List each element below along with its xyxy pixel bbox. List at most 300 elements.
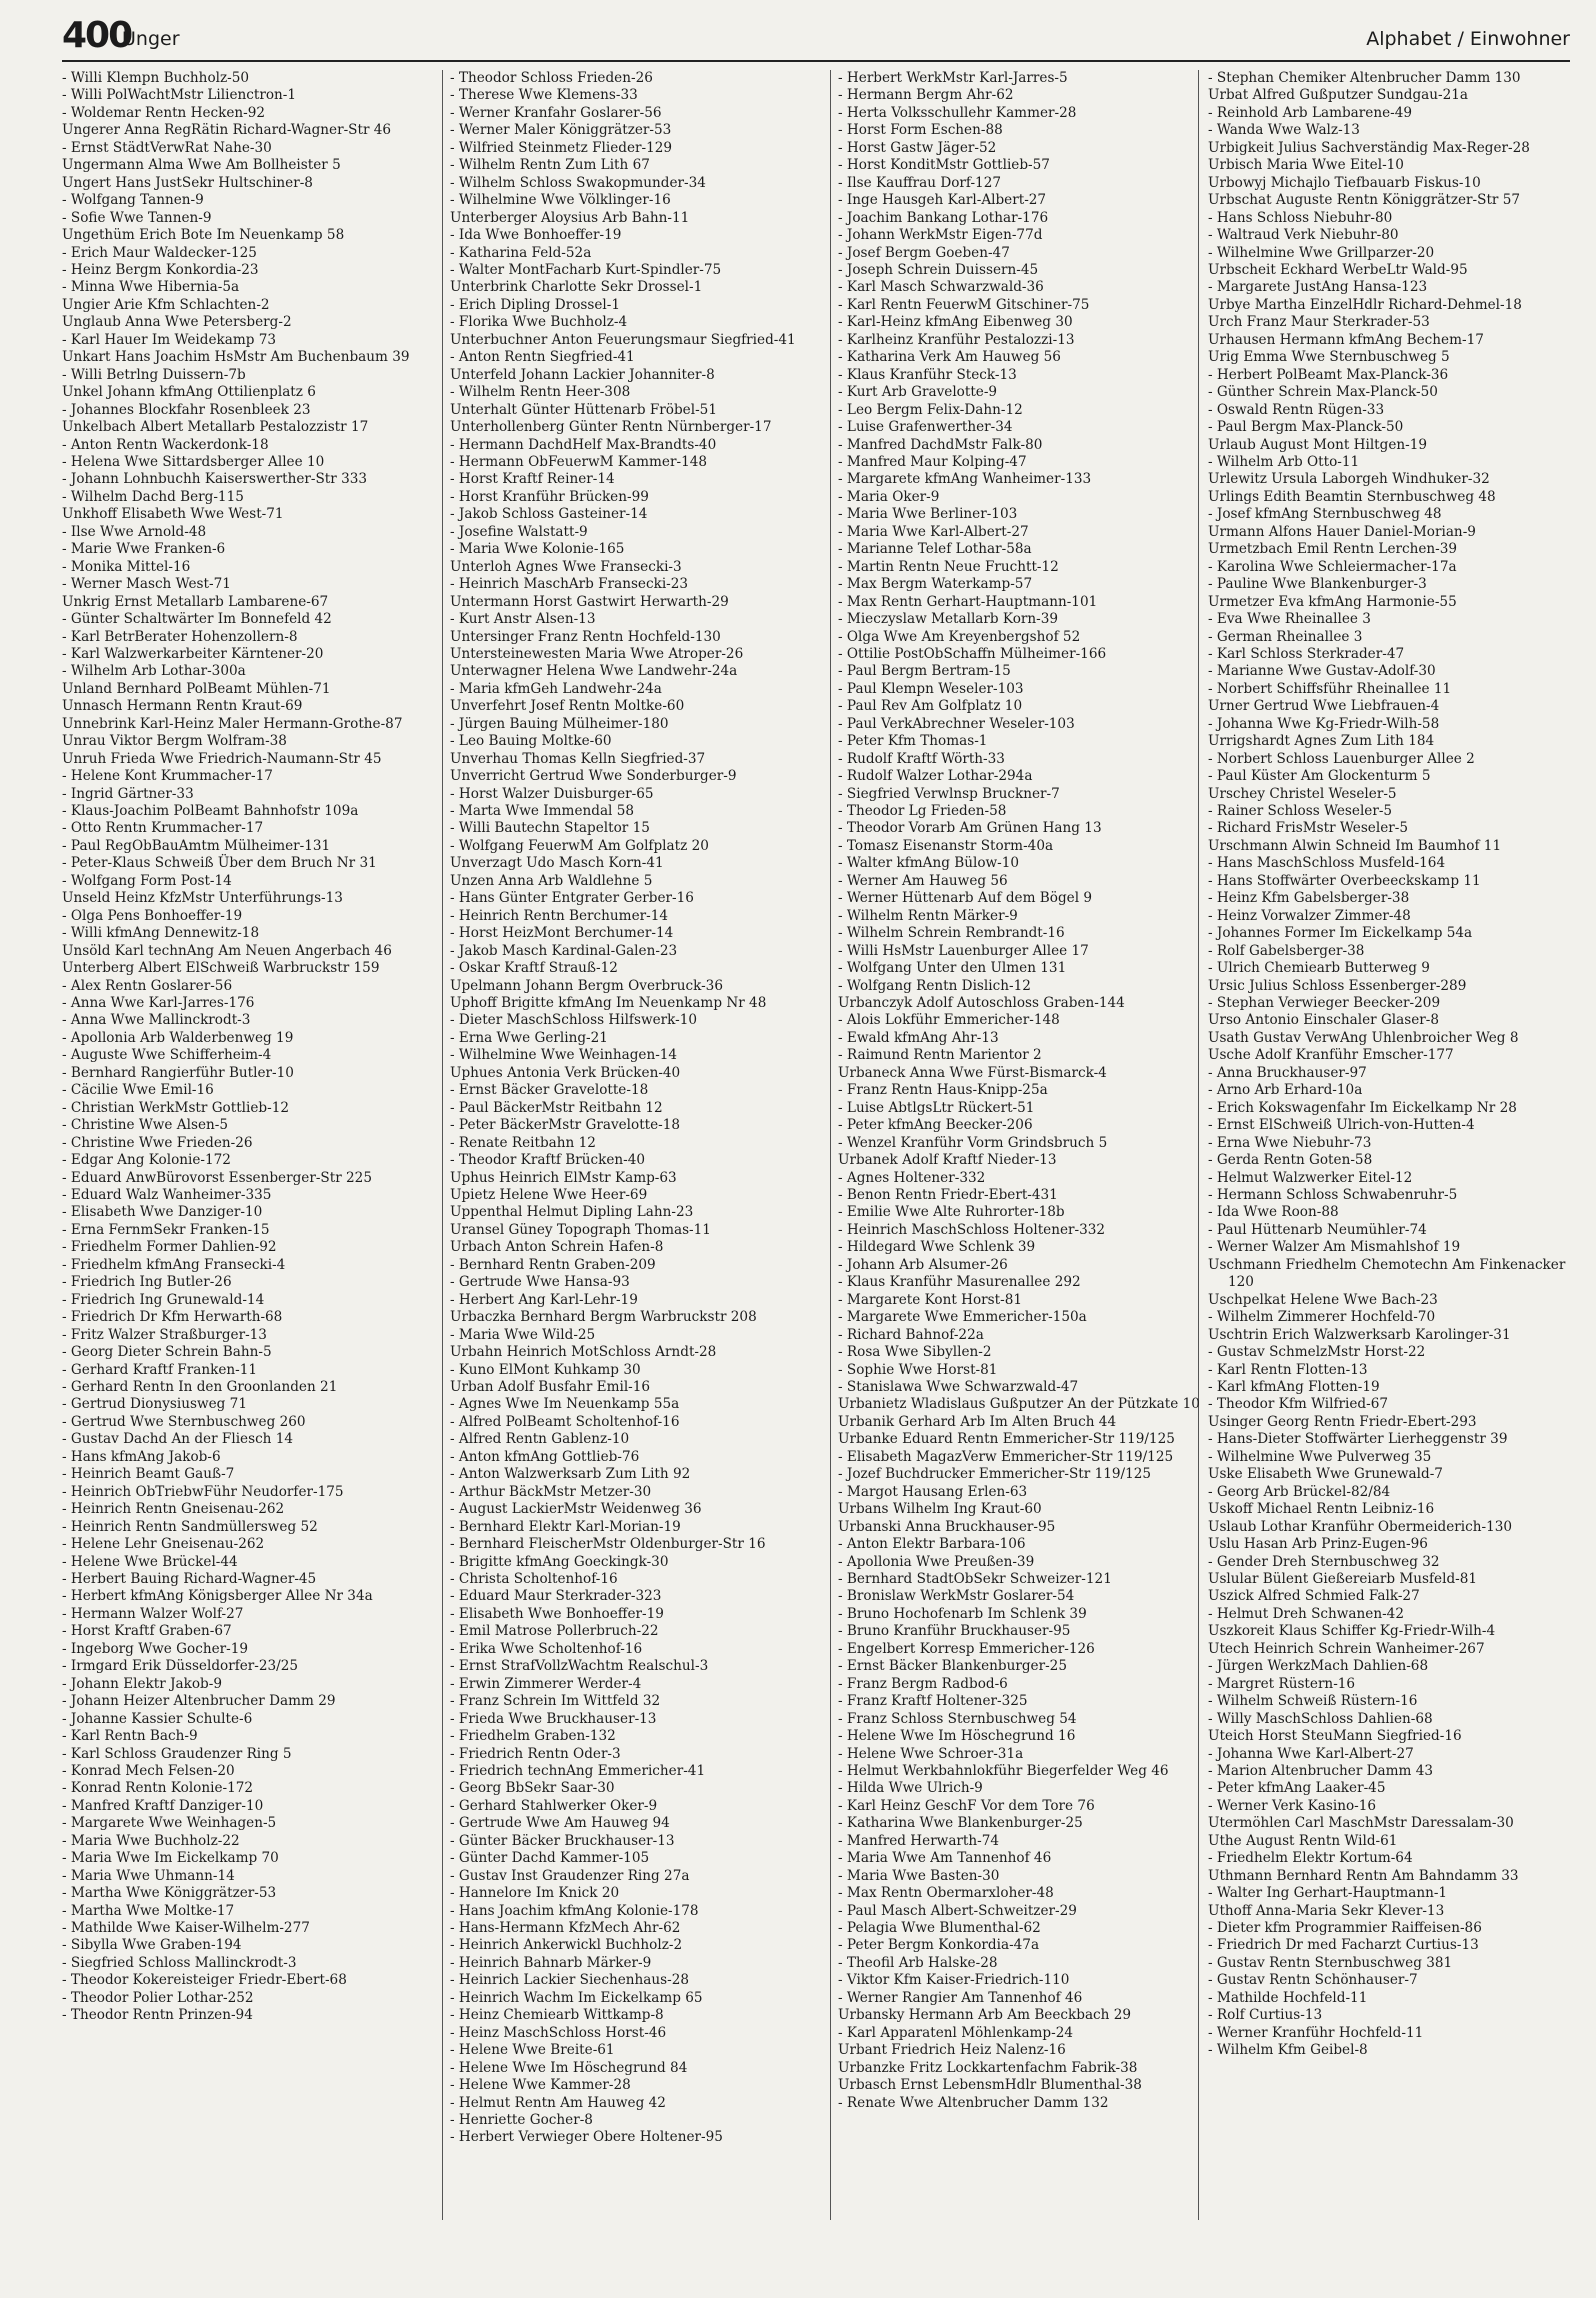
directory-entry: - Margret Rüstern-16 xyxy=(1208,1675,1356,1692)
directory-entry: - Walter Ing Gerhart-Hauptmann-1 xyxy=(1208,1885,1448,1902)
directory-entry: - Woldemar Rentn Hecken-92 xyxy=(62,104,266,121)
directory-entry: Urbanek Adolf Kraftf Nieder-13 xyxy=(838,1152,1057,1169)
directory-entry: Unverricht Gertrud Wwe Sonderburger-9 xyxy=(450,768,737,785)
directory-entry: - Paul Klempn Weseler-103 xyxy=(838,680,1024,697)
directory-entry: Urlewitz Ursula Laborgeh Windhuker-32 xyxy=(1208,471,1490,488)
directory-entry: - Anton Rentn Wackerdonk-18 xyxy=(62,436,269,453)
directory-entry: - Wilhelm Schloss Swakopmunder-34 xyxy=(450,174,706,191)
directory-entry: - Anton kfmAng Gottlieb-76 xyxy=(450,1448,640,1465)
directory-entry: Urner Gertrud Wwe Liebfrauen-4 xyxy=(1208,698,1440,715)
directory-entry: - Maria Wwe Basten-30 xyxy=(838,1867,1000,1884)
directory-entry: - Wolfgang Form Post-14 xyxy=(62,872,232,889)
directory-entry: - Karl Schloss Sterkrader-47 xyxy=(1208,645,1405,662)
directory-entry: - Horst Kranführ Brücken-99 xyxy=(450,488,649,505)
directory-entry: - Helene Wwe Im Höschegrund 16 xyxy=(838,1728,1076,1745)
directory-entry: - Günther Schrein Max-Planck-50 xyxy=(1208,384,1438,401)
directory-entry: - Joachim Bankang Lothar-176 xyxy=(838,209,1049,226)
directory-entry: - Werner Hüttenarb Auf dem Bögel 9 xyxy=(838,890,1093,907)
directory-entry: - Apollonia Arb Walderbenweg 19 xyxy=(62,1029,294,1046)
directory-entry: - Christian WerkMstr Gottlieb-12 xyxy=(62,1099,290,1116)
directory-entry: - Apollonia Wwe Preußen-39 xyxy=(838,1553,1035,1570)
directory-entry: Urbanik Gerhard Arb Im Alten Bruch 44 xyxy=(838,1413,1117,1430)
directory-entry: Ursic Julius Schloss Essenberger-289 xyxy=(1208,977,1467,994)
directory-entry: - Heinz Kfm Gabelsberger-38 xyxy=(1208,890,1410,907)
directory-entry: - Stanislawa Wwe Schwarzwald-47 xyxy=(838,1378,1079,1395)
directory-entry: - Georg BbSekr Saar-30 xyxy=(450,1780,615,1797)
directory-entry: - Dieter kfm Programmier Raiffeisen-86 xyxy=(1208,1920,1482,1937)
directory-entry: - Horst HeizMont Berchumer-14 xyxy=(450,925,674,942)
directory-entry: - Inge Hausgeh Karl-Albert-27 xyxy=(838,192,1047,209)
directory-entry: Urschey Christel Weseler-5 xyxy=(1208,785,1397,802)
directory-entry: - Josefine Walstatt-9 xyxy=(450,523,588,540)
directory-entry: Urbanke Eduard Rentn Emmericher-Str 119/125 xyxy=(838,1431,1175,1448)
directory-entry: Upelmann Johann Bergm Overbruck-36 xyxy=(450,977,723,994)
directory-entry: Urban Adolf Busfahr Emil-16 xyxy=(450,1378,651,1395)
directory-entry: - Karl Rentn Bach-9 xyxy=(62,1728,198,1745)
directory-entry: Usche Adolf Kranführ Emscher-177 xyxy=(1208,1047,1454,1064)
directory-entry: - Ilse Wwe Arnold-48 xyxy=(62,523,207,540)
directory-entry: - Gertrud Wwe Sternbuschweg 260 xyxy=(62,1413,306,1430)
directory-entry: - Gerhard Stahlwerker Oker-9 xyxy=(450,1797,658,1814)
directory-entry: - Heinrich ObTriebwFühr Neudorfer-175 xyxy=(62,1483,344,1500)
directory-entry: - Karl BetrBerater Hohenzollern-8 xyxy=(62,628,298,645)
directory-entry: - Wilhelmine Wwe Pulverweg 35 xyxy=(1208,1448,1432,1465)
directory-entry: Uszick Alfred Schmied Falk-27 xyxy=(1208,1588,1420,1605)
directory-entry: - Leo Bergm Felix-Dahn-12 xyxy=(838,401,1023,418)
directory-entry: - Helene Wwe Brückel-44 xyxy=(62,1553,238,1570)
directory-entry: - Ernst Bäcker Gravelotte-18 xyxy=(450,1082,649,1099)
directory-entry: - Kurt Anstr Alsen-13 xyxy=(450,611,596,628)
directory-entry: - Margot Hausang Erlen-63 xyxy=(838,1483,1028,1500)
directory-entry: - Pelagia Wwe Blumenthal-62 xyxy=(838,1920,1041,1937)
directory-entry: Uschpelkat Helene Wwe Bach-23 xyxy=(1208,1291,1438,1308)
directory-entry: - Hans-Dieter Stoffwärter Lierheggenstr 39 xyxy=(1208,1431,1508,1448)
directory-entry: - Johann Arb Alsumer-26 xyxy=(838,1256,1008,1273)
directory-entry: - Heinrich Rentn Sandmüllersweg 52 xyxy=(62,1518,318,1535)
directory-entry: - Willi kfmAng Dennewitz-18 xyxy=(62,925,260,942)
directory-entry: - Willi Betrlng Duissern-7b xyxy=(62,366,246,383)
directory-entry: - Helene Kont Krummacher-17 xyxy=(62,768,273,785)
directory-entry: - Max Rentn Obermarxloher-48 xyxy=(838,1885,1054,1902)
directory-entry: Utermöhlen Carl MaschMstr Daressalam-30 xyxy=(1208,1815,1514,1832)
directory-entry: - Heinrich Wachm Im Eickelkamp 65 xyxy=(450,1989,703,2006)
directory-entry: - Hilda Wwe Ulrich-9 xyxy=(838,1780,983,1797)
directory-entry: - Hans Schloss Niebuhr-80 xyxy=(1208,209,1393,226)
directory-entry: - Ingeborg Wwe Gocher-19 xyxy=(62,1640,249,1657)
directory-entry: - Manfred DachdMstr Falk-80 xyxy=(838,436,1043,453)
directory-entry: - Bernhard Rentn Graben-209 xyxy=(450,1256,656,1273)
directory-entry: Usath Gustav VerwAng Uhlenbroicher Weg 8 xyxy=(1208,1029,1519,1046)
directory-entry: - Luise Grafenwerther-34 xyxy=(838,419,1013,436)
directory-entry: - Norbert Schloss Lauenburger Allee 2 xyxy=(1208,750,1475,767)
directory-entry: - Pauline Wwe Blankenburger-3 xyxy=(1208,576,1427,593)
directory-entry: Unterbuchner Anton Feuerungsmaur Siegfried-41 xyxy=(450,331,796,348)
directory-entry: - Werner Kranführ Hochfeld-11 xyxy=(1208,2024,1424,2041)
directory-entry: - Agnes Holtener-332 xyxy=(838,1169,986,1186)
directory-entry: - Rainer Schloss Weseler-5 xyxy=(1208,803,1393,820)
directory-entry: - Helmut Rentn Am Hauweg 42 xyxy=(450,2094,666,2111)
directory-entry: - Theodor Schloss Frieden-26 xyxy=(450,70,653,86)
directory-entry: - Karl Hauer Im Weidekamp 73 xyxy=(62,331,277,348)
directory-entry: - Anton Rentn Siegfried-41 xyxy=(450,349,635,366)
directory-entry: Urso Antonio Einschaler Glaser-8 xyxy=(1208,1012,1440,1029)
directory-entry: - Theodor Polier Lothar-252 xyxy=(62,1989,254,2006)
directory-entry: Uransel Güney Topograph Thomas-11 xyxy=(450,1221,711,1238)
directory-entry: - Agnes Wwe Im Neuenkamp 55a xyxy=(450,1396,680,1413)
directory-entry: - Günter Schaltwärter Im Bonnefeld 42 xyxy=(62,611,332,628)
directory-entry: - Heinrich Rentn Gneisenau-262 xyxy=(62,1501,285,1518)
directory-entry: - Günter Bäcker Bruckhauser-13 xyxy=(450,1832,675,1849)
directory-entry: - Günter Dachd Kammer-105 xyxy=(450,1850,650,1867)
directory-entry: - Raimund Rentn Marientor 2 xyxy=(838,1047,1042,1064)
directory-entry: - Wolfgang FeuerwM Am Golfplatz 20 xyxy=(450,837,709,854)
directory-entry: - Maria Oker-9 xyxy=(838,488,940,505)
directory-entry: - Rudolf Kraftf Wörth-33 xyxy=(838,750,1005,767)
directory-entry: - Hermann Bergm Ahr-62 xyxy=(838,87,1014,104)
directory-entry: - Marianne Wwe Gustav-Adolf-30 xyxy=(1208,663,1436,680)
directory-entry: Unzen Anna Arb Waldlehne 5 xyxy=(450,872,653,889)
directory-entry: - Paul Masch Albert-Schweitzer-29 xyxy=(838,1902,1077,1919)
directory-entry: - Oswald Rentn Rügen-33 xyxy=(1208,401,1385,418)
directory-entry: - Hans Joachim kfmAng Kolonie-178 xyxy=(450,1902,699,1919)
directory-entry: - Wilhelm Dachd Berg-115 xyxy=(62,488,244,505)
directory-entry: - Werner Verk Kasino-16 xyxy=(1208,1797,1377,1814)
directory-entry: Urbanski Anna Bruckhauser-95 xyxy=(838,1518,1056,1535)
directory-entry: - Friedrich Ing Butler-26 xyxy=(62,1274,232,1291)
directory-entry: Urlaub August Mont Hiltgen-19 xyxy=(1208,436,1428,453)
directory-columns xyxy=(62,70,1570,2280)
directory-entry: - Friedrich Dr Kfm Herwarth-68 xyxy=(62,1309,283,1326)
directory-entry: Uslular Bülent Gießereiarb Musfeld-81 xyxy=(1208,1570,1478,1587)
directory-entry: Unterfeld Johann Lackier Johanniter-8 xyxy=(450,366,715,383)
directory-entry: - Christine Wwe Alsen-5 xyxy=(62,1117,228,1134)
directory-entry: - Manfred Herwarth-74 xyxy=(838,1832,1000,1849)
directory-entry: Urmann Alfons Hauer Daniel-Morian-9 xyxy=(1208,523,1476,540)
directory-entry: - Wenzel Kranführ Vorm Grindsbruch 5 xyxy=(838,1134,1108,1151)
directory-entry: Urbisch Maria Wwe Eitel-10 xyxy=(1208,157,1404,174)
directory-entry: - Rosa Wwe Sibyllen-2 xyxy=(838,1344,992,1361)
directory-entry: Uphus Heinrich ElMstr Kamp-63 xyxy=(450,1169,677,1186)
directory-entry: - Hans MaschSchloss Musfeld-164 xyxy=(1208,855,1446,872)
directory-entry: - Friedhelm Graben-132 xyxy=(450,1728,616,1745)
directory-entry: - Peter-Klaus Schweiß Über dem Bruch Nr 31 xyxy=(62,855,377,872)
directory-entry: - Alfred Rentn Gablenz-10 xyxy=(450,1431,630,1448)
column-divider xyxy=(442,70,443,2220)
directory-entry: - Heinrich Rentn Berchumer-14 xyxy=(450,907,669,924)
directory-entry: - Helene Wwe Kammer-28 xyxy=(450,2077,631,2094)
directory-entry: - Sophie Wwe Horst-81 xyxy=(838,1361,998,1378)
directory-entry: - Helena Wwe Sittardsberger Allee 10 xyxy=(62,453,325,470)
directory-entry: - Heinz Chemiearb Wittkamp-8 xyxy=(450,2007,664,2024)
directory-entry: Urbaczka Bernhard Bergm Warbruckstr 208 xyxy=(450,1309,757,1326)
directory-entry: - Brigitte kfmAng Goeckingk-30 xyxy=(450,1553,669,1570)
directory-entry: - Johann Lohnbuchh Kaiserswerther-Str 333 xyxy=(62,471,368,488)
directory-entry: - Theodor Kraftf Brücken-40 xyxy=(450,1152,646,1169)
directory-entry: - Wilhelm Arb Lothar-300a xyxy=(62,663,246,680)
directory-column-1 xyxy=(62,70,426,2025)
directory-entry: Urch Franz Maur Sterkrader-53 xyxy=(1208,314,1430,331)
directory-entry: - Wilhelmine Wwe Weinhagen-14 xyxy=(450,1047,678,1064)
directory-entry: - Josef Bergm Goeben-47 xyxy=(838,244,1010,261)
directory-entry: Usinger Georg Rentn Friedr-Ebert-293 xyxy=(1208,1413,1477,1430)
directory-entry: - Maria Wwe Kolonie-165 xyxy=(450,541,625,558)
directory-entry: - August LackierMstr Weidenweg 36 xyxy=(450,1501,702,1518)
directory-entry: - Peter BäckerMstr Gravelotte-18 xyxy=(450,1117,681,1134)
directory-entry: - Heinrich MaschArb Fransecki-23 xyxy=(450,576,689,593)
directory-entry: - Maria Wwe Karl-Albert-27 xyxy=(838,523,1029,540)
directory-entry: - Monika Mittel-16 xyxy=(62,558,191,575)
directory-entry: - Christa Scholtenhof-16 xyxy=(450,1570,618,1587)
directory-entry: Ungethüm Erich Bote Im Neuenkamp 58 xyxy=(62,227,345,244)
directory-entry: - Ernst Bäcker Blankenburger-25 xyxy=(838,1658,1067,1675)
directory-entry: Uphues Antonia Verk Brücken-40 xyxy=(450,1064,681,1081)
page-header xyxy=(62,14,1570,62)
directory-entry: - Richard FrisMstr Weseler-5 xyxy=(1208,820,1408,837)
directory-entry: Uthe August Rentn Wild-61 xyxy=(1208,1832,1398,1849)
directory-entry: - Herbert Verwieger Obere Holtener-95 xyxy=(450,2129,723,2146)
directory-entry: - Karolina Wwe Schleiermacher-17a xyxy=(1208,558,1457,575)
directory-entry: - Ida Wwe Bonhoeffer-19 xyxy=(450,227,622,244)
directory-entry: Uslu Hasan Arb Prinz-Eugen-96 xyxy=(1208,1536,1428,1553)
directory-entry: - Paul RegObBauAmtm Mülheimer-131 xyxy=(62,837,331,854)
directory-entry: - Waltraud Verk Niebuhr-80 xyxy=(1208,227,1399,244)
directory-entry: Unnebrink Karl-Heinz Maler Hermann-Grothe-87 xyxy=(62,715,403,732)
directory-entry: - Paul Küster Am Glockenturm 5 xyxy=(1208,768,1431,785)
directory-entry: - Wolfgang Tannen-9 xyxy=(62,192,204,209)
directory-entry: - Jürgen Bauing Mülheimer-180 xyxy=(450,715,669,732)
directory-entry: - Theodor Vorarb Am Grünen Hang 13 xyxy=(838,820,1102,837)
directory-entry: Unruh Frieda Wwe Friedrich-Naumann-Str 45 xyxy=(62,750,382,767)
directory-entry: - Gerda Rentn Goten-58 xyxy=(1208,1152,1373,1169)
directory-entry: - Helene Lehr Gneisenau-262 xyxy=(62,1536,265,1553)
directory-entry: - Werner Rangier Am Tannenhof 46 xyxy=(838,1989,1083,2006)
directory-entry: Unterberg Albert ElSchweiß Warbruckstr 159 xyxy=(62,960,380,977)
directory-entry: Unterberger Aloysius Arb Bahn-11 xyxy=(450,209,690,226)
directory-entry: - Theodor Kokereisteiger Friedr-Ebert-68 xyxy=(62,1972,347,1989)
directory-entry: Uppenthal Helmut Dipling Lahn-23 xyxy=(450,1204,694,1221)
directory-entry: - Johann WerkMstr Eigen-77d xyxy=(838,227,1043,244)
directory-entry: - Emilie Wwe Alte Ruhrorter-18b xyxy=(838,1204,1065,1221)
directory-entry: - Karl Heinz GeschF Vor dem Tore 76 xyxy=(838,1797,1095,1814)
directory-entry: Urbigkeit Julius Sachverständig Max-Reger-28 xyxy=(1208,139,1530,156)
directory-entry: - Bernhard Rangierführ Butler-10 xyxy=(62,1064,294,1081)
directory-entry: - Gustav SchmelzMstr Horst-22 xyxy=(1208,1344,1426,1361)
directory-entry: - Eduard AnwBürovorst Essenberger-Str 225 xyxy=(62,1169,372,1186)
directory-entry: Ungermann Alma Wwe Am Bollheister 5 xyxy=(62,157,341,174)
directory-entry: - Benon Rentn Friedr-Ebert-431 xyxy=(838,1187,1058,1203)
directory-entry: - Edgar Ang Kolonie-172 xyxy=(62,1152,231,1169)
directory-entry: - Hannelore Im Knick 20 xyxy=(450,1885,620,1902)
directory-entry: - Gender Dreh Sternbuschweg 32 xyxy=(1208,1553,1440,1570)
directory-entry: - Jozef Buchdrucker Emmericher-Str 119/125 xyxy=(838,1466,1152,1483)
directory-entry: Urig Emma Wwe Sternbuschweg 5 xyxy=(1208,349,1450,366)
directory-entry: - Wilhelm Rentn Zum Lith 67 xyxy=(450,157,650,174)
directory-entry: - Eduard Maur Sterkrader-323 xyxy=(450,1588,662,1605)
directory-entry: - Gustav Dachd An der Fliesch 14 xyxy=(62,1431,294,1448)
directory-entry: - Heinrich Ankerwickl Buchholz-2 xyxy=(450,1937,683,1954)
directory-entry: - Anna Wwe Karl-Jarres-176 xyxy=(62,995,255,1012)
directory-entry: - Oskar Kraftf Strauß-12 xyxy=(450,960,618,977)
directory-entry: - Erich Maur Waldecker-125 xyxy=(62,244,257,261)
directory-entry: Unterhollenberg Günter Rentn Nürnberger-17 xyxy=(450,419,772,436)
directory-entry: - Manfred Kraftf Danziger-10 xyxy=(62,1797,264,1814)
directory-column-3 xyxy=(838,70,1202,2112)
directory-entry: Urschmann Alwin Schneid Im Baumhof 11 xyxy=(1208,837,1502,854)
directory-entry: - Karl Rentn FeuerwM Gitschiner-75 xyxy=(838,296,1090,313)
directory-entry: - Dieter MaschSchloss Hilfswerk-10 xyxy=(450,1012,698,1029)
directory-entry: - Herbert Bauing Richard-Wagner-45 xyxy=(62,1570,317,1587)
directory-entry: - Renate Reitbahn 12 xyxy=(450,1134,596,1151)
directory-entry: - Mathilde Wwe Kaiser-Wilhelm-277 xyxy=(62,1920,310,1937)
directory-entry: - Wilhelmine Wwe Grillparzer-20 xyxy=(1208,244,1435,261)
directory-entry: Unterwagner Helena Wwe Landwehr-24a xyxy=(450,663,738,680)
directory-entry: - Ernst StädtVerwRat Nahe-30 xyxy=(62,139,272,156)
directory-entry: - Bronislaw WerkMstr Goslarer-54 xyxy=(838,1588,1075,1605)
directory-entry: Urbowyj Michajlo Tiefbauarb Fiskus-10 xyxy=(1208,174,1481,191)
directory-entry: - Heinz MaschSchloss Horst-46 xyxy=(450,2024,667,2041)
directory-entry: Uteich Horst SteuMann Siegfried-16 xyxy=(1208,1728,1462,1745)
directory-entry: - Johann Elektr Jakob-9 xyxy=(62,1675,222,1692)
directory-entry: - Theodor Kfm Wilfried-67 xyxy=(1208,1396,1389,1413)
directory-entry: - Bernhard FleischerMstr Oldenburger-Str 16 xyxy=(450,1536,766,1553)
directory-entry: - Margarete Wwe Emmericher-150a xyxy=(838,1309,1087,1326)
directory-entry: Unterbrink Charlotte Sekr Drossel-1 xyxy=(450,279,703,296)
directory-entry: - Erna FernmSekr Franken-15 xyxy=(62,1221,270,1238)
directory-entry: Unkel Johann kfmAng Ottilienplatz 6 xyxy=(62,384,316,401)
directory-entry: - Maria kfmGeh Landwehr-24a xyxy=(450,680,662,697)
directory-entry: - Gertrude Wwe Hansa-93 xyxy=(450,1274,630,1291)
directory-entry: - Martha Wwe Moltke-17 xyxy=(62,1902,235,1919)
directory-entry: - Marta Wwe Immendal 58 xyxy=(450,803,635,820)
directory-entry: - Theodor Lg Frieden-58 xyxy=(838,803,1007,820)
directory-entry: - Ottilie PostObSchaffn Mülheimer-166 xyxy=(838,645,1107,662)
directory-entry: - Peter kfmAng Beecker-206 xyxy=(838,1117,1033,1134)
directory-entry: - Wilhelm Zimmerer Hochfeld-70 xyxy=(1208,1309,1436,1326)
directory-entry: - Gustav Inst Graudenzer Ring 27a xyxy=(450,1867,690,1884)
directory-entry: - Wilhelm Schrein Rembrandt-16 xyxy=(838,925,1065,942)
page-number: 400 xyxy=(62,15,132,56)
directory-entry: - Helene Wwe Schroer-31a xyxy=(838,1745,1024,1762)
directory-entry: - Gerhard Rentn In den Groonlanden 21 xyxy=(62,1378,338,1395)
directory-entry: - Johannes Blockfahr Rosenbleek 23 xyxy=(62,401,311,418)
directory-column-4 xyxy=(1208,70,1572,2060)
directory-entry: - Ingrid Gärtner-33 xyxy=(62,785,194,802)
directory-entry: - Konrad Mech Felsen-20 xyxy=(62,1762,235,1779)
directory-entry: - Maria Wwe Am Tannenhof 46 xyxy=(838,1850,1052,1867)
directory-entry: - Bernhard StadtObSekr Schweizer-121 xyxy=(838,1570,1112,1587)
directory-entry: - Werner Kranfahr Goslarer-56 xyxy=(450,104,662,121)
directory-column-2 xyxy=(450,70,814,2147)
directory-entry: - Johanne Kassier Schulte-6 xyxy=(62,1710,253,1727)
directory-entry: - Karl Schloss Graudenzer Ring 5 xyxy=(62,1745,292,1762)
directory-entry: - Hans Günter Entgrater Gerber-16 xyxy=(450,890,694,907)
directory-entry: - Karlheinz Kranführ Pestalozzi-13 xyxy=(838,331,1075,348)
directory-entry: - Karl-Heinz kfmAng Eibenweg 30 xyxy=(838,314,1073,331)
directory-entry: - Heinrich Beamt Gauß-7 xyxy=(62,1466,235,1483)
directory-entry: - Horst Gastw Jäger-52 xyxy=(838,139,997,156)
directory-entry: Urbach Anton Schrein Hafen-8 xyxy=(450,1239,664,1256)
directory-entry: Uthmann Bernhard Rentn Am Bahndamm 33 xyxy=(1208,1867,1519,1884)
directory-entry: Unland Bernhard PolBeamt Mühlen-71 xyxy=(62,680,331,697)
directory-entry: Unseld Heinz KfzMstr Unterführungs-13 xyxy=(62,890,343,907)
directory-entry: - Hermann Schloss Schwabenruhr-5 xyxy=(1208,1187,1458,1203)
directory-entry: Urbant Friedrich Heiz Nalenz-16 xyxy=(838,2042,1066,2059)
directory-entry: - Friedrich Ing Grunewald-14 xyxy=(62,1291,265,1308)
directory-entry: - Georg Arb Brückel-82/84 xyxy=(1208,1483,1391,1500)
directory-entry: Uslaub Lothar Kranführ Obermeiderich-130 xyxy=(1208,1518,1513,1535)
directory-entry: - Irmgard Erik Düsseldorfer-23/25 xyxy=(62,1658,299,1675)
directory-entry: - Helmut Werkbahnlokführ Biegerfelder Weg 46 xyxy=(838,1762,1169,1779)
directory-entry: - Erich Kokswagenfahr Im Eickelkamp Nr 28 xyxy=(1208,1099,1517,1116)
directory-entry: - Paul BäckerMstr Reitbahn 12 xyxy=(450,1099,663,1116)
directory-entry: - Katharina Verk Am Hauweg 56 xyxy=(838,349,1061,366)
directory-entry: - Kurt Arb Gravelotte-9 xyxy=(838,384,998,401)
directory-entry: - Margarete kfmAng Wanheimer-133 xyxy=(838,471,1092,488)
directory-entry: - Eduard Walz Wanheimer-335 xyxy=(62,1187,272,1203)
directory-entry: - Helmut Walzwerker Eitel-12 xyxy=(1208,1169,1413,1186)
directory-entry: Unkhoff Elisabeth Wwe West-71 xyxy=(62,506,284,523)
directory-entry: - Alois Lokführ Emmericher-148 xyxy=(838,1012,1060,1029)
directory-entry: - Franz Bergm Radbod-6 xyxy=(838,1675,1008,1692)
directory-entry: - Luise AbtlgsLtr Rückert-51 xyxy=(838,1099,1035,1116)
directory-entry: - Peter Kfm Thomas-1 xyxy=(838,733,988,750)
directory-entry: - Martin Rentn Neue Fruchtt-12 xyxy=(838,558,1059,575)
directory-entry: - Johannes Former Im Eickelkamp 54a xyxy=(1208,925,1473,942)
directory-entry: - Therese Wwe Klemens-33 xyxy=(450,87,638,104)
directory-entry: Uthoff Anna-Maria Sekr Klever-13 xyxy=(1208,1902,1445,1919)
directory-entry: - Hans kfmAng Jakob-6 xyxy=(62,1448,221,1465)
directory-entry: - Richard Bahnof-22a xyxy=(838,1326,984,1343)
directory-entry: - Friedrich Dr med Facharzt Curtius-13 xyxy=(1208,1937,1479,1954)
directory-entry: Untersinger Franz Rentn Hochfeld-130 xyxy=(450,628,721,645)
directory-entry: Urbanietz Wladislaus Gußputzer An der Pützkate 10 xyxy=(838,1396,1200,1413)
directory-entry: Ungier Arie Kfm Schlachten-2 xyxy=(62,296,270,313)
directory-entry: - Hermann DachdHelf Max-Brandts-40 xyxy=(450,436,717,453)
directory-entry: - Gertrude Wwe Am Hauweg 94 xyxy=(450,1815,670,1832)
directory-entry: - Gustav Rentn Sternbuschweg 381 xyxy=(1208,1954,1453,1971)
directory-entry: - Otto Rentn Krummacher-17 xyxy=(62,820,264,837)
directory-entry: - Konrad Rentn Kolonie-172 xyxy=(62,1780,254,1797)
directory-entry: - Ernst ElSchweiß Ulrich-von-Hutten-4 xyxy=(1208,1117,1475,1134)
directory-entry: Urbanzke Fritz Lockkartenfachm Fabrik-38 xyxy=(838,2059,1138,2076)
directory-entry: Urbahn Heinrich MotSchloss Arndt-28 xyxy=(450,1344,717,1361)
directory-entry: - Helene Wwe Breite-61 xyxy=(450,2042,615,2059)
directory-entry: - Walter kfmAng Bülow-10 xyxy=(838,855,1020,872)
directory-entry: Unglaub Anna Wwe Petersberg-2 xyxy=(62,314,292,331)
directory-entry: - Helmut Dreh Schwanen-42 xyxy=(1208,1605,1404,1622)
directory-entry: - Wilhelm Kfm Geibel-8 xyxy=(1208,2042,1368,2059)
directory-entry: Unterloh Agnes Wwe Fransecki-3 xyxy=(450,558,682,575)
directory-entry: - Herbert WerkMstr Karl-Jarres-5 xyxy=(838,70,1068,86)
directory-entry: - Ulrich Chemiearb Butterweg 9 xyxy=(1208,960,1430,977)
directory-entry: - Bruno Kranführ Bruckhauser-95 xyxy=(838,1623,1071,1640)
directory-entry: Upietz Helene Wwe Heer-69 xyxy=(450,1187,648,1203)
directory-entry: - Hermann ObFeuerwM Kammer-148 xyxy=(450,453,708,470)
directory-entry: - Peter kfmAng Laaker-45 xyxy=(1208,1780,1386,1797)
directory-entry: - German Rheinallee 3 xyxy=(1208,628,1363,645)
directory-entry: - Josef kfmAng Sternbuschweg 48 xyxy=(1208,506,1442,523)
directory-entry: Unsöld Karl technAng Am Neuen Angerbach 46 xyxy=(62,942,392,959)
directory-entry: - Jakob Schloss Gasteiner-14 xyxy=(450,506,648,523)
directory-entry: - Olga Wwe Am Kreyenbergshof 52 xyxy=(838,628,1081,645)
directory-entry: Untersteinewesten Maria Wwe Atroper-26 xyxy=(450,645,744,662)
directory-entry: - Horst Form Eschen-88 xyxy=(838,122,1003,139)
directory-entry: - Theodor Rentn Prinzen-94 xyxy=(62,2007,253,2024)
directory-entry: Uske Elisabeth Wwe Grunewald-7 xyxy=(1208,1466,1443,1483)
directory-entry: - Friedrich Rentn Oder-3 xyxy=(450,1745,621,1762)
directory-entry: - Ernst StrafVollzWachtm Realschul-3 xyxy=(450,1658,709,1675)
directory-entry: - Elisabeth Wwe Bonhoeffer-19 xyxy=(450,1605,664,1622)
